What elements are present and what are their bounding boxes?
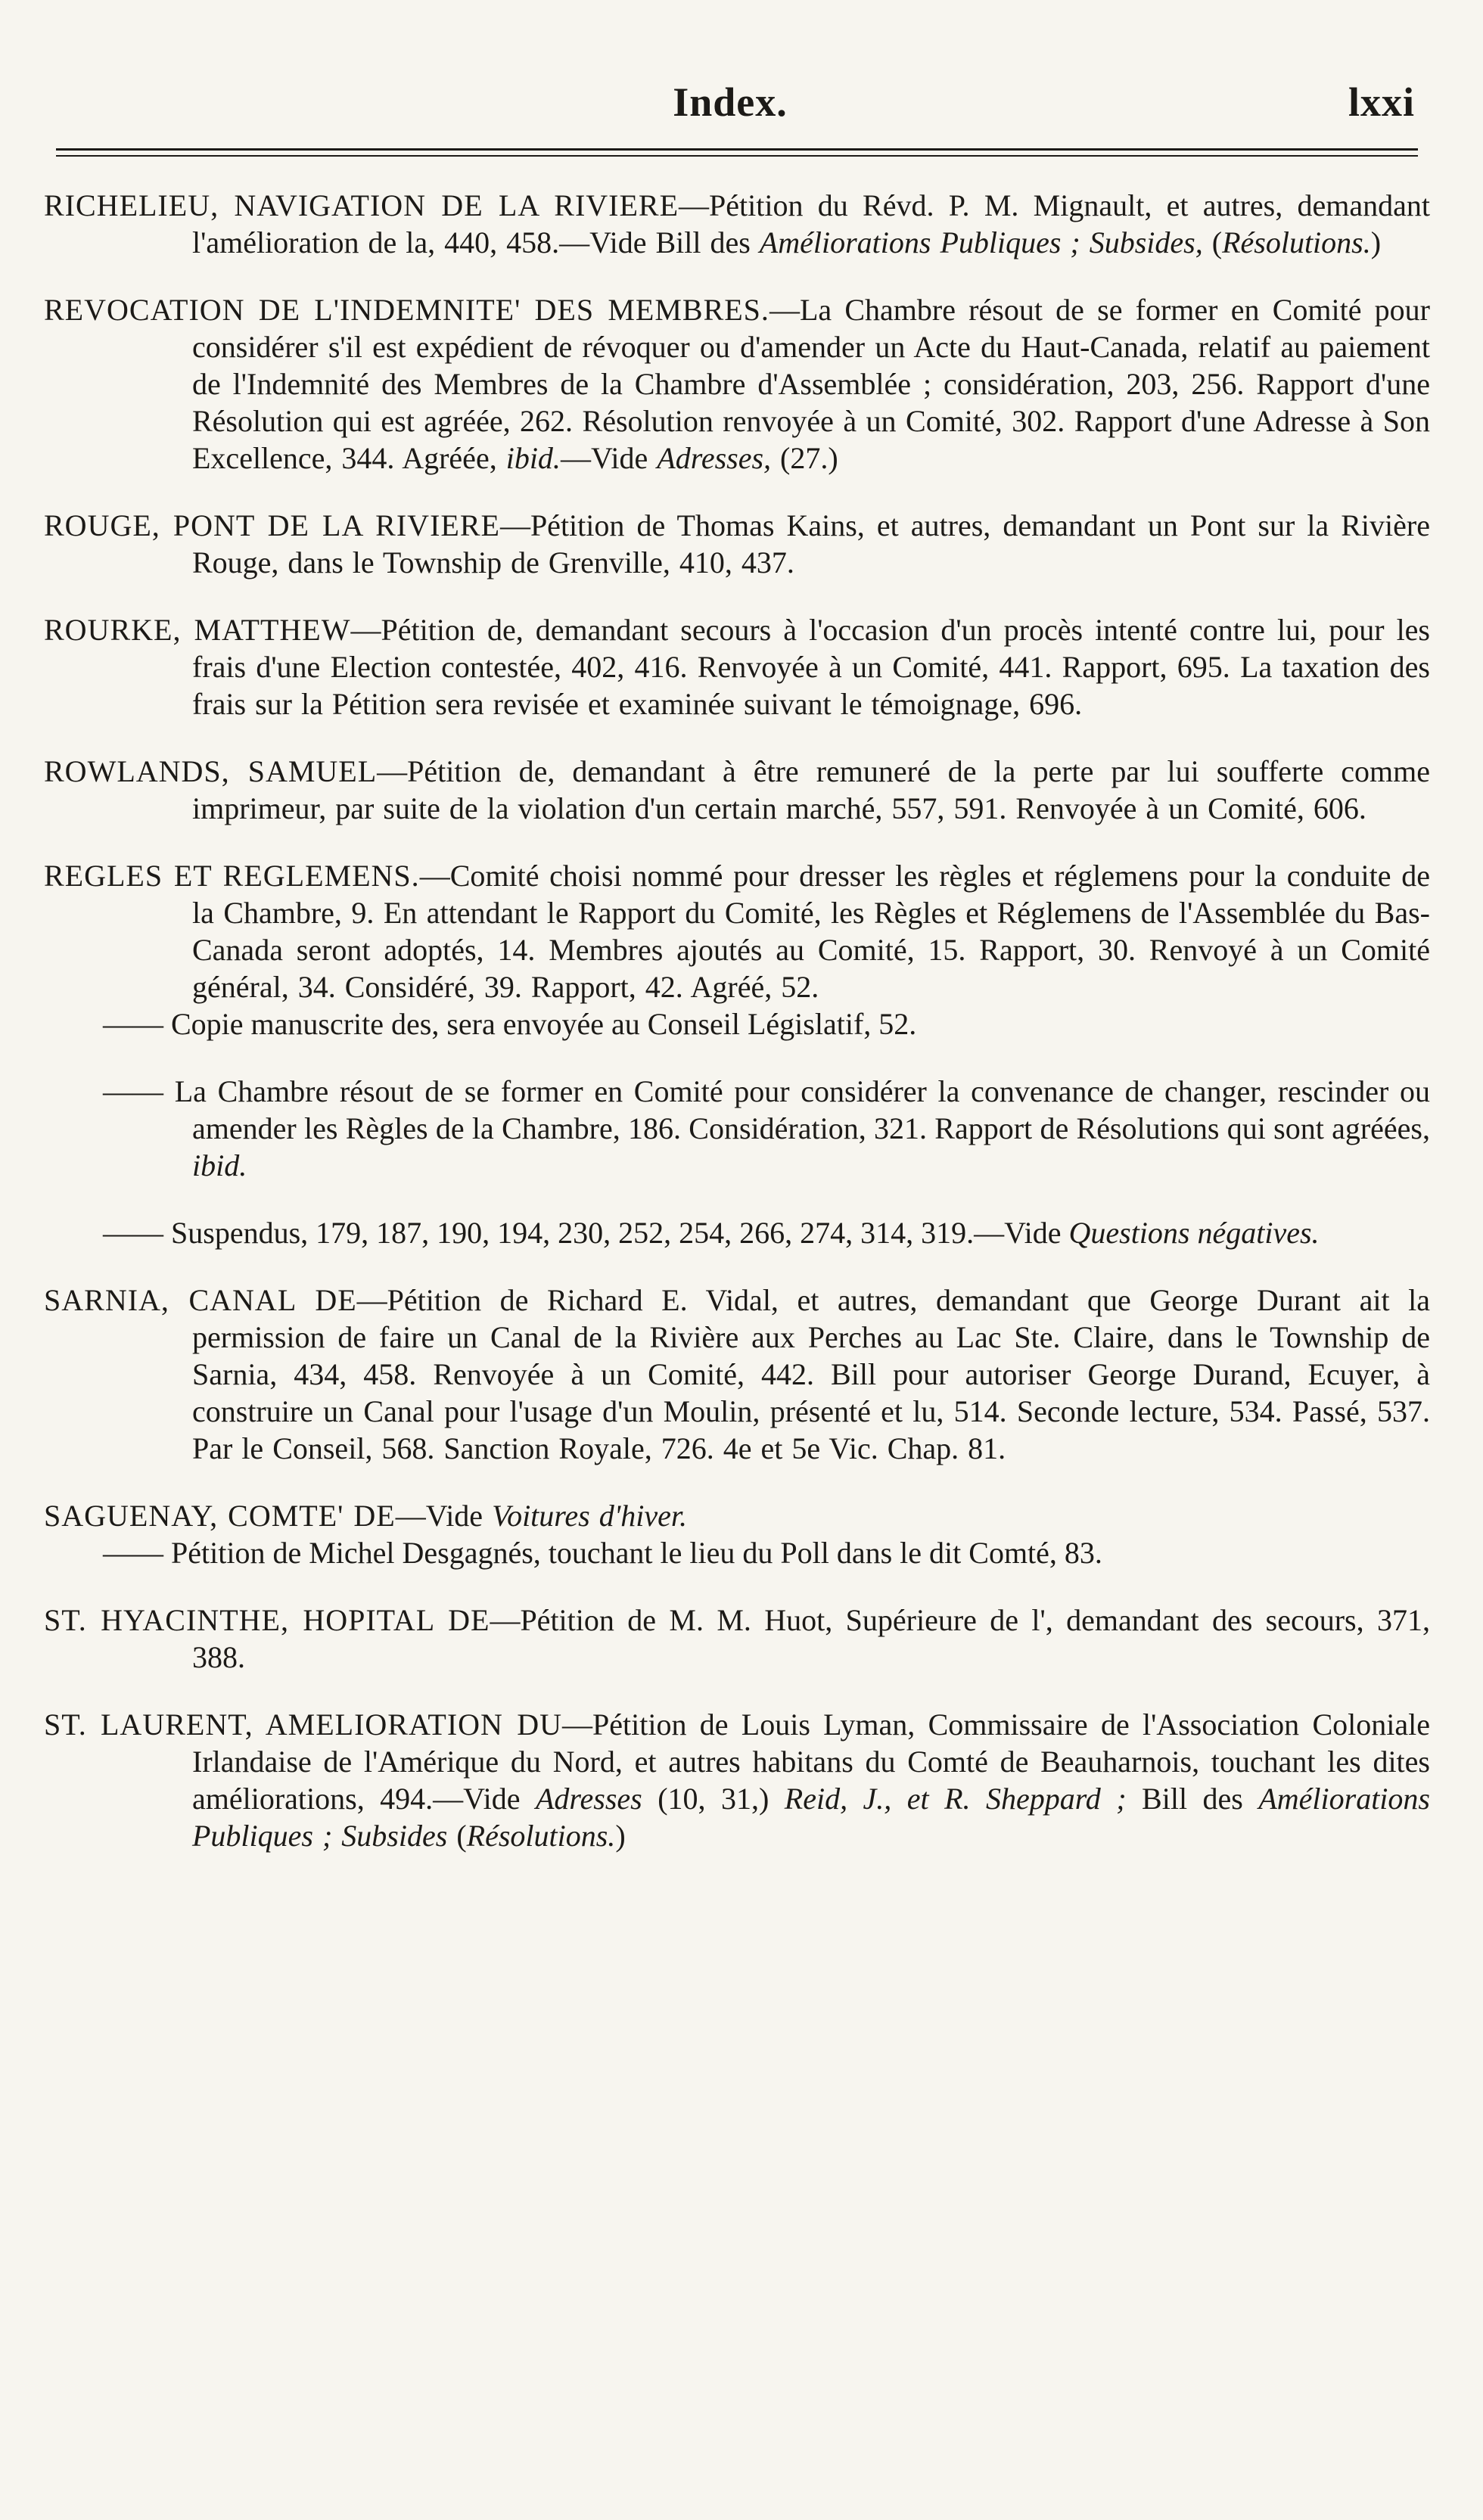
entry-text: —Pétition de, demandant à être remuneré de la perte par lui soufferte comme imprimeur, par suite de la violation d'un certain marché, 557, 591. Renvoyée à un Comité, 606. [192, 754, 1430, 825]
index-entry-laurent [30, 1706, 1430, 1854]
entry-main [30, 857, 1430, 1005]
entry-heading: RICHELIEU, NAVIGATION DE LA RIVIERE [44, 188, 679, 222]
sub-entry-text: Suspendus, 179, 187, 190, 194, 230, 252, 254, 266, 274, 314, 319.—Vide [171, 1216, 1069, 1250]
entry-text: —Pétition de Louis Lyman, Commissaire de l'Association Coloniale Irlandaise de l'Amérique du Nord, et autres habitans du Comté de Beauharnois, touchant les dites améliorations, 494.—Vide [192, 1707, 1430, 1816]
entry-text: —Pétition de, demandant secours à l'occasion d'un procès intenté contre lui, pour les frais d'une Election contestée, 402, 416. Renvoyée à un Comité, 441. Rapport, 695. La taxation des frais sur la Pétition sera revisée et examinée suivant le témoignage, 696. [192, 613, 1431, 721]
sub-entry [30, 1005, 1430, 1042]
entry-text: —Pétition de Thomas Kains, et autres, demandant un Pont sur la Rivière Rouge, dans le Township de Grenville, 410, 437. [192, 508, 1430, 580]
entry-italic: Adresses [536, 1782, 642, 1816]
entry-text: —Vide [395, 1499, 493, 1533]
index-entry-rouge [30, 507, 1430, 581]
entry-italic: Améliorations Publiques ; Subsides [192, 1782, 1430, 1853]
entry-heading: SARNIA, CANAL DE [44, 1283, 357, 1317]
index-entry-richelieu [30, 187, 1430, 261]
entry-italic: ibid. [192, 1148, 247, 1182]
sub-entry [30, 1214, 1430, 1251]
entry-text: —Pétition du Révd. P. M. Mignault, et autres, demandant l'amélioration de la, 440, 458.—Vide Bill des [192, 188, 1431, 259]
sub-entry [30, 1073, 1430, 1184]
index-entry-saguenay [30, 1497, 1430, 1571]
em-dash-mark: —— [103, 1536, 163, 1570]
entry-italic: Résolutions. [1222, 225, 1371, 259]
sub-entry-text: Copie manuscrite des, sera envoyée au Conseil Législatif, 52. [171, 1007, 917, 1041]
index-entries [30, 187, 1430, 1854]
index-entry-sarnia [30, 1282, 1430, 1467]
page-title: Index. [673, 79, 788, 125]
entry-text: —Vide [560, 441, 658, 475]
header-rule [56, 148, 1418, 157]
entry-heading: REVOCATION DE L'INDEMNITE' DES MEMBRES. [44, 293, 769, 327]
entry-text: ( [447, 1819, 467, 1853]
entry-italic: Questions négatives. [1068, 1216, 1320, 1250]
index-entry-rowlands [30, 753, 1430, 827]
entry-main [30, 1497, 1430, 1534]
entry-text: (27.) [771, 441, 838, 475]
entry-text: —Comité choisi nommé pour dresser les règles et réglemens pour la conduite de la Chambre, 9. En attendant le Rapport du Comité, les Règles et Réglemens de l'Assemblée du Bas-Canada seront adoptés, 14. Membres ajoutés au Comité, 15. Rapport, 30. Renvoyé à un Comité général, 34. Considéré, 39. Rapport, 42. Agréé, 52. [192, 859, 1430, 1004]
sub-entry-text: Pétition de Michel Desgagnés, touchant le lieu du Poll dans le dit Comté, 83. [171, 1536, 1102, 1570]
header-rule-inner [56, 155, 1418, 157]
entry-text: ) [615, 1819, 626, 1853]
entry-heading: ST. HYACINTHE, HOPITAL DE [44, 1603, 490, 1637]
em-dash-mark: —— [103, 1074, 163, 1108]
entry-text: —Pétition de M. M. Huot, Supérieure de l', demandant des secours, 371, 388. [192, 1603, 1430, 1674]
entry-heading: ROWLANDS, SAMUEL [44, 754, 378, 788]
entry-heading: REGLES ET REGLEMENS. [44, 859, 420, 893]
sub-entry [30, 1534, 1430, 1571]
index-entry-hyacinthe [30, 1602, 1430, 1676]
entry-heading: ROUGE, PONT DE LA RIVIERE [44, 508, 500, 542]
entry-italic: Reid, J., et R. Sheppard ; [784, 1782, 1127, 1816]
entry-heading: ST. LAURENT, AMELIORATION DU [44, 1707, 562, 1742]
entry-heading: SAGUENAY, COMTE' DE [44, 1499, 396, 1533]
entry-italic: ibid. [505, 441, 561, 475]
em-dash-mark: —— [103, 1007, 163, 1041]
entry-text: ( [1202, 225, 1223, 259]
page-number: lxxi [1348, 79, 1415, 125]
entry-text: Bill des [1126, 1782, 1259, 1816]
entry-text: —La Chambre résout de se former en Comité pour considérer s'il est expédient de révoquer ou d'amender un Acte du Haut-Canada, relatif au paiement de l'Indemnité des Membres de la Chambre d'Assemblée ; considération, 203, 256. Rapport d'une Résolution qui est agréée, 262. Résolution renvoyée à un Comité, 302. Rapport d'une Adresse à Son Excellence, 344. Agréée, [192, 293, 1430, 475]
sub-entry-text: La Chambre résout de se former en Comité pour considérer la convenance de changer, rescinder ou amender les Règles de la Chambre, 186. Considération, 321. Rapport de Résolutions qui sont agréées, [174, 1074, 1430, 1145]
em-dash-mark: —— [103, 1216, 163, 1250]
entry-italic: Adresses, [657, 441, 772, 475]
entry-italic: Résolutions. [466, 1819, 616, 1853]
entry-italic: Améliorations Publiques ; Subsides, [759, 225, 1203, 259]
index-entry-revocation [30, 291, 1430, 477]
entry-text: (10, 31,) [642, 1782, 785, 1816]
index-entry-regles [30, 857, 1430, 1251]
index-entry-rourke [30, 611, 1430, 722]
entry-text: ) [1370, 225, 1382, 259]
entry-italic: Voitures d'hiver. [492, 1499, 687, 1533]
page-header [30, 59, 1430, 142]
entry-text: —Pétition de Richard E. Vidal, et autres, demandant que George Durant ait la permission de faire un Canal de la Rivière aux Perches au Lac Ste. Claire, dans le Township de Sarnia, 434, 458. Renvoyée à un Comité, 442. Bill pour autoriser George Durand, Ecuyer, à construire un Canal pour l'usage d'un Moulin, présenté et lu, 514. Seconde lecture, 534. Passé, 537. Par le Conseil, 568. Sanction Royale, 726. 4e et 5e Vic. Chap. 81. [192, 1283, 1430, 1465]
entry-heading: ROURKE, MATTHEW [44, 613, 351, 647]
